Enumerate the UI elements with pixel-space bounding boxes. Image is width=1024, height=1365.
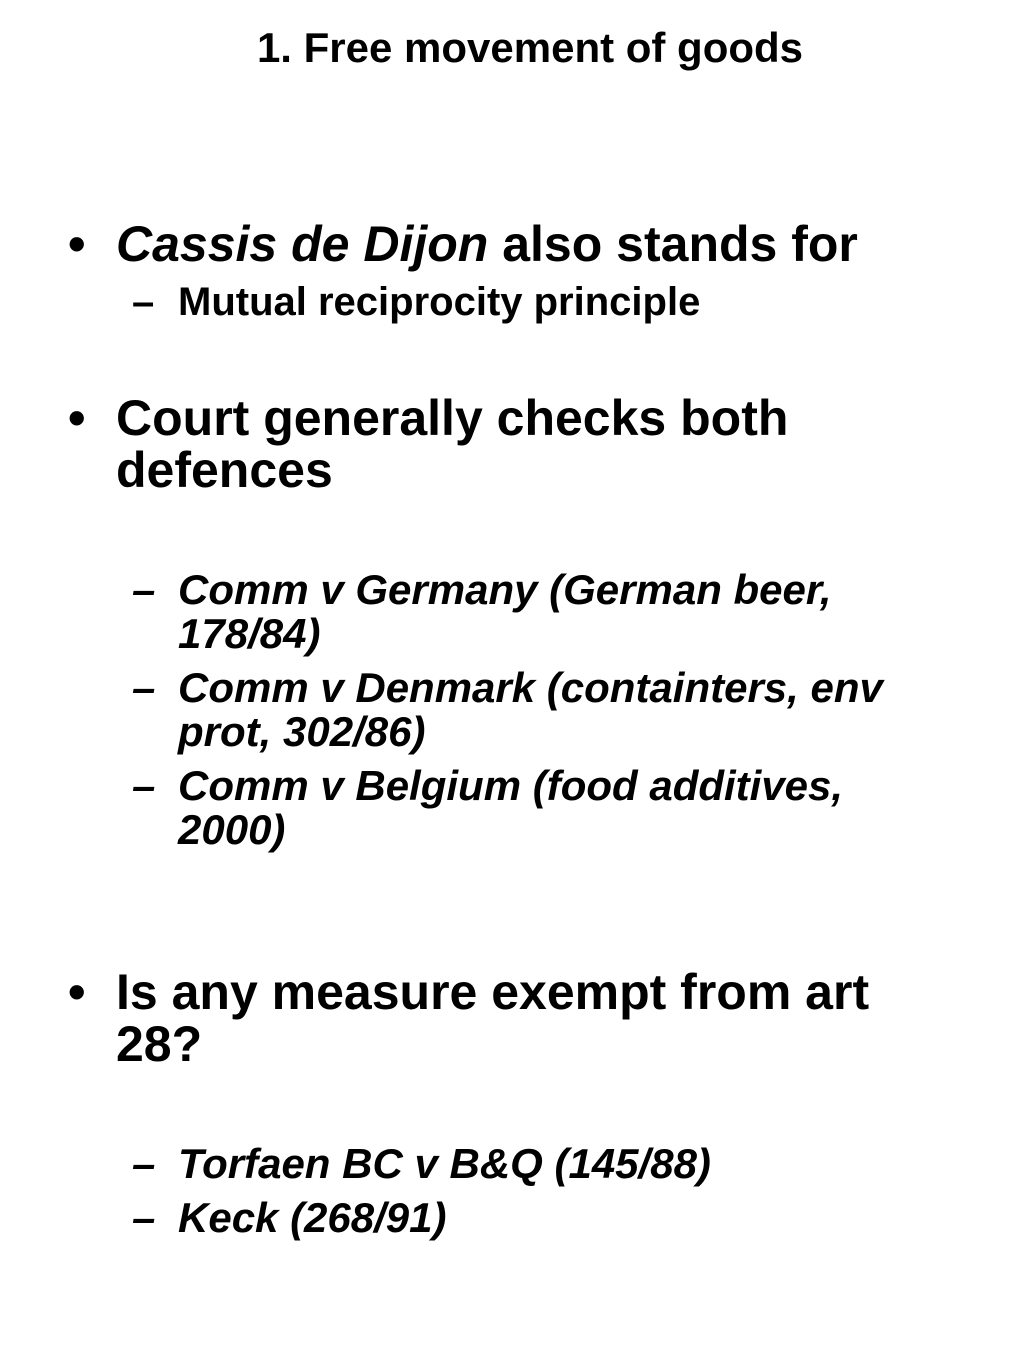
bullet-text: Is any measure exempt from art 28? [116,964,870,1072]
sub-bullet-marker: – [132,664,156,711]
sub-bullet-text: Keck (268/91) [178,1194,447,1241]
sub-bullet-text: Comm v Belgium (food additives, 2000) [178,762,844,853]
bullet-marker: • [68,390,86,446]
sub-bullet-torfaen [132,1140,972,1188]
sub-bullet-marker: – [132,280,155,324]
sub-bullet-text: Comm v Denmark (containters, env prot, 302/86) [178,664,883,755]
sub-bullet-text: Comm v Germany (German beer, 178/84) [178,566,832,657]
case-name-italic: Cassis de Dijon [116,216,489,272]
bullet-marker: • [68,964,86,1020]
sub-bullet-keck [132,1194,972,1242]
bullet-cassis-de-dijon [68,218,968,270]
sub-bullet-marker: – [132,1140,156,1187]
sub-bullet-comm-v-germany [132,568,972,656]
bullet-text: Court generally checks both defences [116,390,789,498]
sub-bullet-text: Torfaen BC v B&Q (145/88) [178,1140,711,1187]
sub-bullet-marker: – [132,762,156,809]
bullet-measure-exempt-art-28 [68,966,968,1070]
sub-bullet-mutual-reciprocity [132,280,972,324]
sub-bullet-text: Mutual reciprocity principle [178,280,701,324]
sub-bullet-comm-v-denmark [132,666,972,754]
bullet-text [116,218,936,270]
slide-title: 1. Free movement of goods [256,24,804,71]
bullet-court-checks-defences [68,392,968,496]
sub-bullet-marker: – [132,566,156,613]
sub-bullet-marker: – [132,1194,156,1241]
bullet-text-rest: also stands for [488,216,858,272]
sub-bullet-comm-v-belgium [132,764,972,852]
bullet-marker: • [68,216,86,272]
